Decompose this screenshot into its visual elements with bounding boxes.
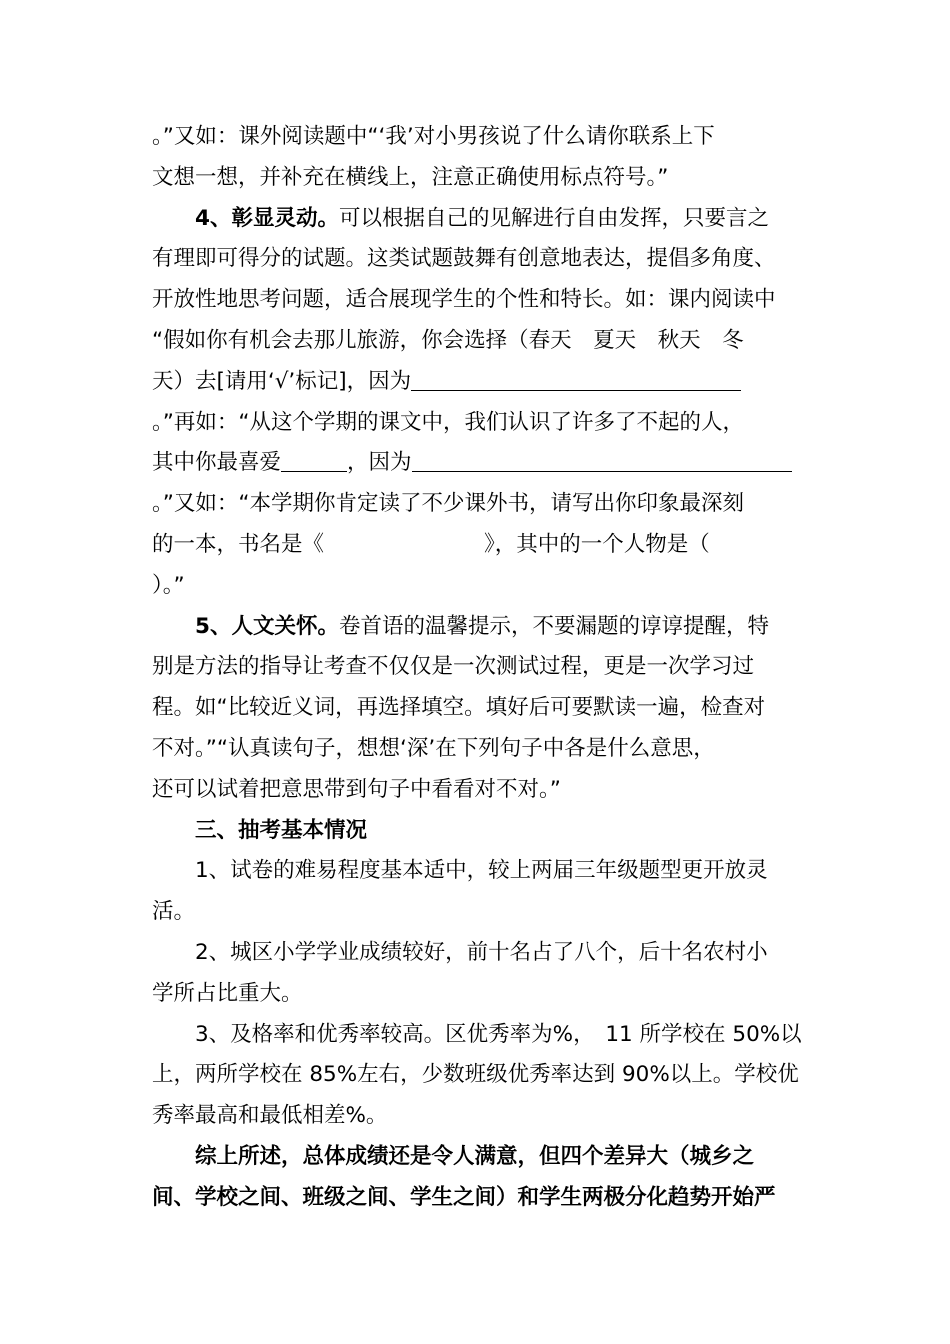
text-line: 2、城区小学学业成绩较好，前十名占了八个，后十名农村小	[195, 939, 768, 965]
section-heading: 三、抽考基本情况	[195, 817, 368, 843]
text-line: 秀率最高和最低相差%。	[152, 1103, 388, 1129]
text-line: 上，两所学校在 85%左右，少数班级优秀率达到 90%以上。学校优	[152, 1062, 799, 1088]
text-line: 还可以试着把意思带到句子中看看对不对。”	[152, 776, 561, 802]
text-line: 别是方法的指导让考查不仅仅是一次测试过程，更是一次学习过	[152, 654, 755, 680]
answer-blank	[281, 470, 347, 472]
text-line: 1、试卷的难易程度基本适中，较上两届三年级题型更开放灵	[195, 858, 768, 884]
text-line: 。”又如：课外阅读题中“‘我’对小男孩说了什么请你联系上下	[152, 124, 715, 149]
text-line: 开放性地思考问题，适合展现学生的个性和特长。如：课内阅读中	[152, 287, 776, 313]
text-line: 天）去[请用‘√’标记]，因为	[152, 362, 802, 403]
text-line: 。”再如：“从这个学期的课文中，我们认识了许多了不起的人，	[152, 409, 745, 435]
text-line: 的一本，书名是《 》，其中的一个人物是（	[152, 531, 710, 557]
text-line: “假如你有机会去那儿旅游，你会选择（春天 夏天 秋天 冬	[152, 327, 744, 353]
text-line: 。”又如：“本学期你肯定读了不少课外书，请写出你印象最深刻	[152, 491, 745, 517]
point-heading: 4、彰显灵动。	[195, 205, 339, 231]
text-line: 有理即可得分的试题。这类试题鼓舞有创意地表达，提倡多角度、	[152, 246, 776, 272]
answer-blank	[411, 389, 741, 391]
text-line: ）。”	[152, 572, 185, 598]
text-line: 活。	[152, 899, 196, 925]
point-heading: 5、人文关怀。	[195, 613, 339, 639]
text-line: 学所占比重大。	[152, 980, 303, 1006]
text-line: 3、及格率和优秀率较高。区优秀率为%， 11 所学校在 50%以	[195, 1021, 802, 1047]
summary-line: 综上所述，总体成绩还是令人满意，但四个差异大（城乡之	[195, 1143, 755, 1169]
text-line: 其中你最喜爱 ，因为	[152, 443, 802, 484]
summary-line: 间、学校之间、班级之间、学生之间）和学生两极分化趋势开始严	[152, 1184, 776, 1210]
text-line: 5、人文关怀。卷首语的温馨提示，不要漏题的谆谆提醒，特	[195, 613, 769, 639]
answer-blank	[412, 470, 792, 472]
text-line: 4、彰显灵动。可以根据自己的见解进行自由发挥，只要言之	[195, 205, 769, 231]
text-line: 不对。”“认真读句子，想想‘深’在下列句子中各是什么意思，	[152, 735, 715, 761]
document-body	[152, 117, 802, 1219]
text-line: 文想一想，并补充在横线上，注意正确使用标点符号。”	[152, 164, 669, 190]
text-line: 程。如“比较近义词，再选择填空。填好后可要默读一遍，检查对	[152, 695, 766, 721]
